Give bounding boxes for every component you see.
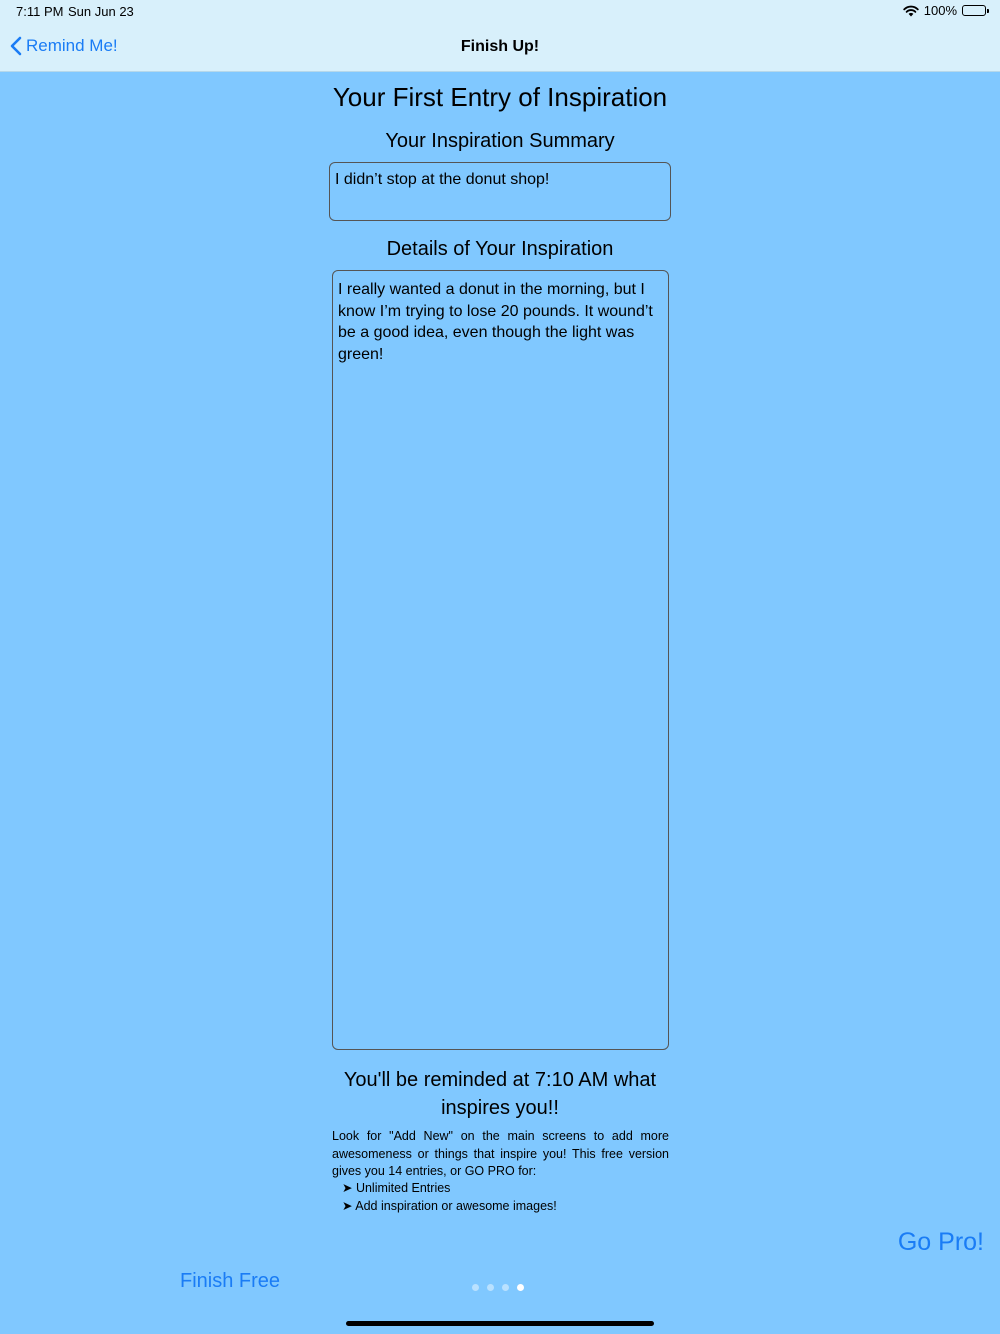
nav-bar bbox=[0, 24, 1000, 72]
battery-percent: 100% bbox=[923, 3, 957, 18]
nav-title: Finish Up! bbox=[460, 38, 540, 55]
status-bar bbox=[0, 0, 1000, 24]
page-title: Your First Entry of Inspiration bbox=[332, 82, 668, 112]
status-indicators bbox=[903, 3, 986, 18]
feature-item-unlimited: ➤ Unlimited Entries bbox=[342, 1181, 451, 1195]
status-date: Sun Jun 23 bbox=[68, 4, 134, 19]
page-indicator[interactable] bbox=[472, 1284, 524, 1291]
feature-item-images: ➤ Add inspiration or awesome images! bbox=[342, 1198, 557, 1213]
go-pro-button[interactable]: Go Pro! bbox=[897, 1228, 984, 1256]
status-time: 7:11 PM bbox=[16, 4, 64, 19]
finish-free-button[interactable]: Finish Free bbox=[180, 1270, 281, 1292]
info-text: Look for "Add New" on the main screens to add more awesomeness or things that inspire you! This free version gives you 14 entries, or GO PRO for: bbox=[332, 1129, 669, 1178]
page-dot-1[interactable] bbox=[472, 1284, 479, 1291]
wifi-icon bbox=[903, 5, 919, 17]
page-dot-2[interactable] bbox=[487, 1284, 494, 1291]
summary-field[interactable]: I didn’t stop at the donut shop! bbox=[329, 162, 671, 221]
page-dot-3[interactable] bbox=[502, 1284, 509, 1291]
details-field[interactable]: I really wanted a donut in the morning, but I know I’m trying to lose 20 pounds. It wound’t be a good idea, even though the light was green! bbox=[332, 270, 669, 1050]
details-heading: Details of Your Inspiration bbox=[386, 238, 614, 260]
summary-heading: Your Inspiration Summary bbox=[385, 130, 615, 152]
back-button-label: Remind Me! bbox=[26, 36, 118, 55]
feature-list bbox=[342, 1180, 672, 1215]
page-dot-4[interactable] bbox=[517, 1284, 524, 1291]
reminder-message: You'll be reminded at 7:10 AM what inspires you!! bbox=[343, 1069, 657, 1119]
battery-icon bbox=[962, 5, 986, 16]
home-indicator[interactable] bbox=[346, 1321, 654, 1326]
